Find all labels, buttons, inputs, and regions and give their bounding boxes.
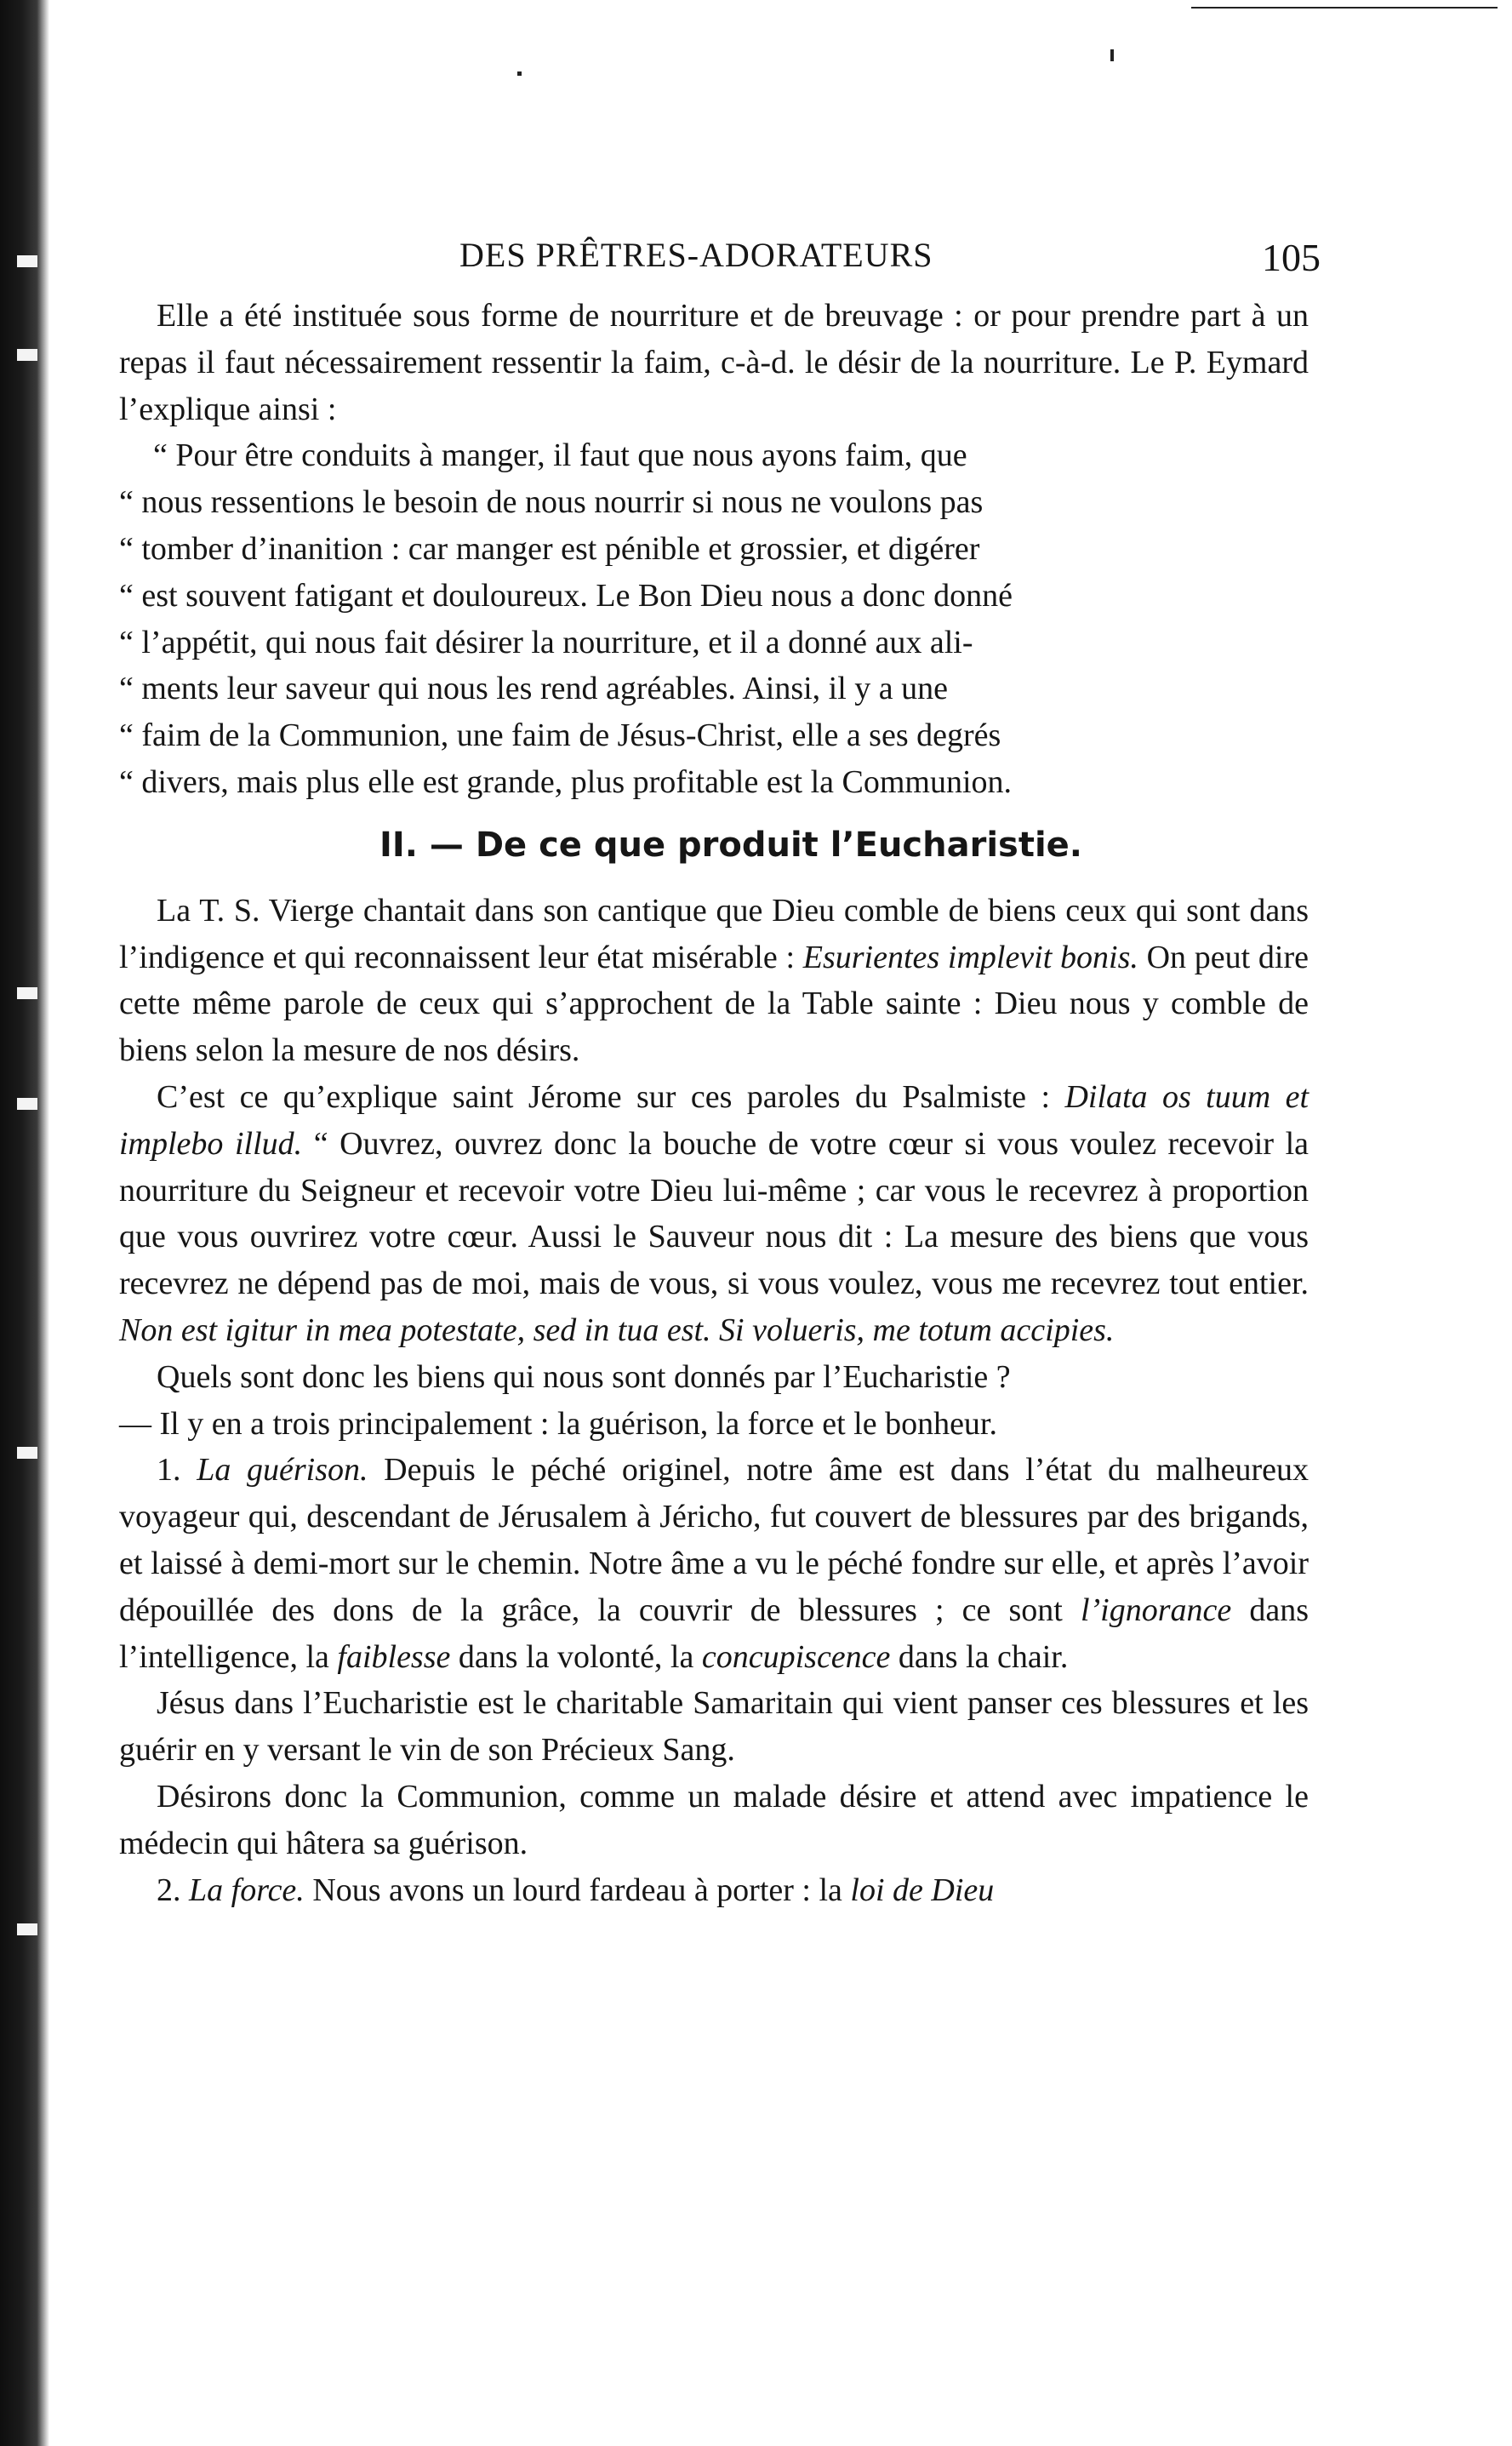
emphasis: l’ignorance [1080,1592,1232,1628]
binding-mark [17,1447,37,1459]
emphasis: concupiscence [701,1638,891,1675]
scan-speck [1110,49,1114,61]
eymard-quotation [119,432,1309,805]
paragraph [119,1867,1309,1914]
paragraph: — Il y en a trois principalement : la guérison, la force et le bonheur. [119,1405,997,1442]
paragraph-text: La T. S. Vierge chantait dans son cantique que Dieu comble de biens ceux qui sont dans l’indigence et qui reconnaissent leur état misérable : [119,892,1309,975]
item-title: La guérison. [197,1452,368,1489]
page-header [128,235,1321,286]
quote-line: “ divers, mais plus elle est grande, plus profitable est la Communion. [119,763,1013,800]
quote-line: “ faim de la Communion, une faim de Jésus-Christ, elle a ses degrés [119,717,1001,754]
latin-citation: Esurientes implevit bonis. [802,939,1138,975]
section-heading: II. — De ce que produit l’Eucharistie. [379,825,1082,865]
emphasis: faiblesse [337,1638,451,1675]
paragraph: Jésus dans l’Eucharistie est le charitable Samaritain qui vient panser ces blessures et les guérir en y versant le vin de son Précieux Sang. [119,1685,1309,1769]
paragraph-text: dans la volonté, la [450,1638,702,1675]
item-title: La force. [189,1872,305,1908]
paragraph-text: Depuis le péché originel, notre âme est dans l’état du malheureux voyageur qui, descendant de Jérusalem à Jéricho, fut couvert de blessures par des brigands, et laissé à demi-mort sur le chemin. Notre âme a vu le péché fondre sur elle, et après l’avoir dépouillée des dons de la grâce, la couvrir de blessures ; ce sont [119,1452,1309,1628]
paragraph [119,1074,1309,1354]
binding-mark [17,987,37,999]
paragraph [119,888,1309,1074]
latin-citation: Non est igitur in mea potestate, sed in tua est. Si volueris, me totum accipies. [119,1312,1115,1348]
quote-line: “ ments leur saveur qui nous les rend agréables. Ainsi, il y a une [119,671,949,707]
paragraph [119,1447,1309,1680]
paragraph-text: dans la chair. [890,1638,1069,1675]
paragraph: Quels sont donc les biens qui nous sont donnés par l’Eucharistie ? [157,1358,1011,1395]
emphasis: loi de Dieu [850,1872,995,1908]
quote-line: “ Pour être conduits à manger, il faut que nous ayons faim, que [153,437,967,474]
quote-line: “ tomber d’inanition : car manger est pénible et grossier, et digérer [119,530,980,567]
paragraph-text: dans l’intelligence, la [119,1592,1309,1675]
scan-edge-line [1191,7,1498,9]
quote-line: “ est souvent fatigant et douloureux. Le Bon Dieu nous a donc donné [119,577,1013,614]
scan-speck [517,71,522,76]
latin-citation: Dilata os tuum et implebo illud. [119,1078,1309,1162]
binding-mark [17,349,37,361]
paragraph-text: “ Ouvrez, ouvrez donc la bouche de votre cœur si vous voulez recevoir la nourriture du Seigneur et recevoir votre Dieu lui-même ; car vous le recevrez à proportion que vous ouvrirez votre cœur. Aussi le Sauveur nous dit : La mesure des biens que vous recevrez ne dépend pas de moi, mais de vous, si vous voulez, vous me recevrez tout entier. [119,1125,1309,1302]
quote-line: “ nous ressentions le besoin de nous nourrir si nous ne voulons pas [119,484,984,521]
binding-mark [17,1098,37,1110]
paragraph-text: C’est ce qu’explique saint Jérome sur ces paroles du Psalmiste : [157,1078,1065,1115]
running-title: DES PRÊTRES-ADORATEURS [459,236,933,274]
binding-mark [17,255,37,267]
paragraph-text: Nous avons un lourd fardeau à porter : la [304,1872,851,1908]
page-body [119,293,1309,1913]
page-number: 105 [1262,236,1321,279]
paragraph: Désirons donc la Communion, comme un malade désire et attend avec impatience le médecin qui hâtera sa guérison. [119,1778,1309,1861]
book-binding-edge [0,0,49,2446]
paragraph-text: On peut dire cette même parole de ceux qui s’approchent de la Table sainte : Dieu nous y comble de biens selon la mesure de nos désirs. [119,939,1309,1069]
binding-mark [17,1923,37,1935]
item-number: 1. [157,1452,197,1489]
quote-line: “ l’appétit, qui nous fait désirer la nourriture, et il a donné aux ali- [119,624,973,660]
paragraph: Elle a été instituée sous forme de nourriture et de breuvage : or pour prendre part à un repas il faut nécessairement ressentir la faim, c-à-d. le désir de la nourriture. Le P. Eymard l’explique ainsi : [119,298,1309,427]
item-number: 2. [157,1872,189,1908]
